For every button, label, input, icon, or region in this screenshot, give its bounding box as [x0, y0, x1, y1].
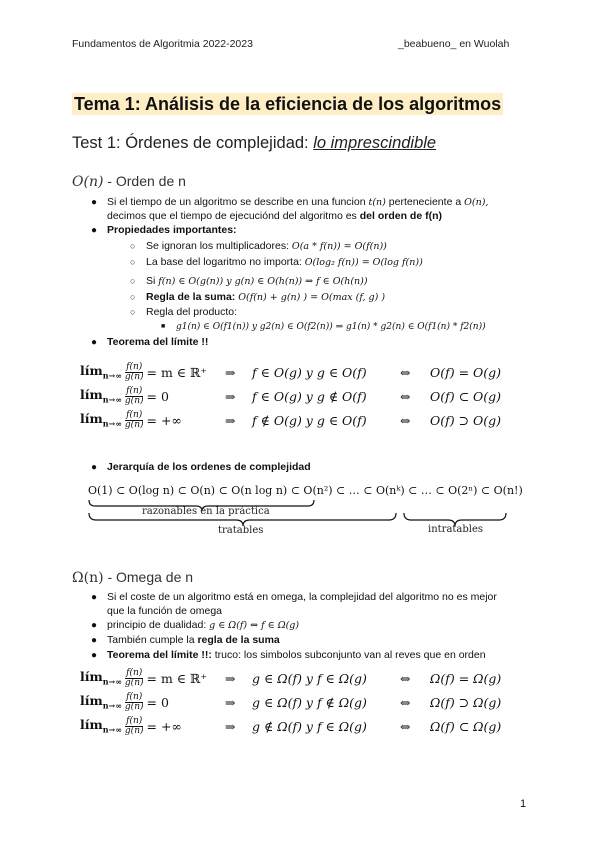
fraction-numerator: f(n) — [126, 715, 143, 726]
section-omega-label: - Omega de n — [103, 569, 194, 585]
text: La base del logaritmo no importa: — [146, 256, 305, 268]
math: g1(n) ∈ O(f1(n)) y g2(n) ∈ O(f2(n)) ⇒ g1(n) * g2(n) ∈ O(f1(n) * f2(n)) — [176, 322, 486, 332]
square-bullet-icon: ■ — [161, 323, 166, 330]
page-title: Tema 1: Análisis de la eficiencia de los algoritmos — [74, 94, 502, 114]
math: t(n) — [368, 197, 386, 208]
omega-limit-row — [80, 715, 502, 737]
lim-subscript: n→∞ — [102, 370, 122, 381]
bold-text: del orden de f(n) — [359, 210, 442, 222]
fraction-denominator: g(n) — [124, 701, 144, 712]
limit-result: Ω(f) = Ω(g) — [430, 670, 502, 686]
lim-text: lím — [80, 387, 103, 403]
lim-subscript: n→∞ — [102, 676, 122, 687]
omega-bullet-2 — [107, 619, 299, 632]
hierarchy-formula: O(1) ⊂ O(log n) ⊂ O(n) ⊂ O(n log n) ⊂ O(n²) ⊂ … ⊂ O(nᵏ) ⊂ … ⊂ O(2ⁿ) ⊂ O(n!) — [88, 484, 523, 497]
bullet-icon: ● — [91, 620, 98, 631]
hierarchy-title: Jerarquía de los ordenes de complejidad — [107, 461, 311, 473]
fraction — [125, 669, 144, 688]
header-left: Fundamentos de Algoritmia 2022-2023 — [72, 38, 253, 50]
section-omega-heading — [72, 569, 193, 586]
iff-symbol: ⇔ — [400, 694, 411, 710]
bullet-icon: ● — [91, 635, 98, 646]
omega-limit-row — [80, 667, 502, 689]
text: principio de dualidad: — [107, 619, 210, 631]
limit-condition: g ∈ Ω(f) y f ∉ Ω(g) — [252, 694, 367, 710]
bold-text: Teorema del límite !!: — [107, 649, 212, 661]
implies-symbol: ⇒ — [225, 694, 236, 710]
limit-value: = m ∈ ℝ⁺ — [146, 670, 208, 686]
circle-bullet-icon: ○ — [130, 307, 136, 317]
limit-result: Ω(f) ⊃ Ω(g) — [430, 694, 502, 710]
section-omega-symbol: Ω(n) — [72, 570, 104, 586]
fraction-denominator: g(n) — [124, 371, 144, 382]
limit-result: Ω(f) ⊂ Ω(g) — [430, 718, 502, 734]
subtitle-prefix: Test 1: Órdenes de complejidad: — [72, 134, 314, 152]
bullet-icon: ● — [91, 225, 98, 236]
math: O(f(n) + g(n) ) = O(max (f, g) ) — [238, 292, 386, 303]
text: decimos que el tiempo de ejecuciónd del algoritmo es — [107, 210, 360, 222]
iff-symbol: ⇔ — [400, 412, 411, 428]
page-number: 1 — [520, 798, 527, 810]
limit-condition: g ∉ Ω(f) y f ∈ Ω(g) — [252, 718, 367, 734]
math: f(n) ∈ O(g(n)) y g(n) ∈ O(h(n)) ⇒ f ∈ O(h(n)) — [158, 276, 368, 287]
lim-text: lím — [80, 693, 103, 709]
math: O(log₂ f(n)) = O(log f(n)) — [304, 257, 423, 268]
bold-text: Regla de la suma: — [146, 291, 239, 303]
fraction — [125, 693, 144, 712]
brace-label-intractable: intratables — [428, 524, 484, 535]
lim-text: lím — [80, 717, 103, 733]
circle-bullet-icon: ○ — [130, 292, 136, 302]
implies-symbol: ⇒ — [225, 388, 236, 404]
header-right: _beabueno_ en Wuolah — [398, 38, 510, 50]
implies-symbol: ⇒ — [225, 364, 236, 380]
bullet-icon: ● — [91, 592, 98, 603]
limit-result: O(f) ⊂ O(g) — [430, 388, 502, 404]
limit-value: = 0 — [146, 694, 169, 710]
implies-symbol: ⇒ — [225, 718, 236, 734]
fraction-denominator: g(n) — [124, 677, 144, 688]
omega-bullet-3 — [107, 634, 280, 647]
lim-subscript: n→∞ — [102, 700, 122, 711]
limit-operator — [80, 669, 122, 687]
iff-symbol: ⇔ — [400, 670, 411, 686]
omega-bullet-1-line-1: Si el coste de un algoritmo está en omega, la complejidad del algoritmo no es mejor — [107, 591, 497, 603]
prop-5: Regla del producto: — [146, 306, 238, 318]
limit-result: O(f) ⊃ O(g) — [430, 412, 502, 428]
text: Si — [146, 275, 159, 287]
text: También cumple la — [107, 634, 198, 646]
bullet-icon: ● — [91, 650, 98, 661]
omega-bullet-1-line-2: que la función de omega — [107, 605, 223, 617]
text: truco: los simbolos subconjunto van al reves que en orden — [211, 649, 486, 661]
lim-subscript: n→∞ — [102, 394, 122, 405]
lim-text: lím — [80, 669, 103, 685]
lim-subscript: n→∞ — [102, 418, 122, 429]
bullet-icon: ● — [91, 197, 98, 208]
iff-symbol: ⇔ — [400, 364, 411, 380]
text: Si el tiempo de un algoritmo se describe en una funcion — [107, 196, 369, 208]
text: Se ignoran los multiplicadores: — [146, 240, 292, 252]
limit-result: O(f) = O(g) — [430, 364, 502, 380]
lim-text: lím — [80, 363, 103, 379]
fraction-denominator: g(n) — [124, 419, 144, 430]
section-o-label: - Orden de n — [103, 173, 186, 189]
limit-value: = 0 — [146, 388, 169, 404]
math: O(a * f(n)) = O(f(n)) — [291, 241, 387, 252]
limit-title: Teorema del límite !! — [107, 336, 209, 348]
implies-symbol: ⇒ — [225, 670, 236, 686]
fraction-numerator: f(n) — [126, 361, 143, 372]
iff-symbol: ⇔ — [400, 388, 411, 404]
limit-operator — [80, 717, 122, 735]
implies-symbol: ⇒ — [225, 412, 236, 428]
brace-label-reasonable: razonables en la práctica — [142, 506, 270, 517]
fraction-numerator: f(n) — [126, 385, 143, 396]
fraction — [125, 717, 144, 736]
fraction-denominator: g(n) — [124, 725, 144, 736]
limit-condition: g ∈ Ω(f) y f ∈ Ω(g) — [252, 670, 367, 686]
math: O(n), — [464, 197, 489, 208]
limit-value: = m ∈ ℝ⁺ — [146, 364, 208, 380]
section-o-symbol: O(n) — [72, 174, 104, 190]
omega-bullet-4 — [107, 649, 486, 662]
math: g ∈ Ω(f) ⇔ f ∈ Ω(g) — [209, 620, 300, 631]
limit-value: = +∞ — [146, 412, 182, 428]
limit-condition: f ∈ O(g) y g ∉ O(f) — [252, 388, 367, 404]
lim-subscript: n→∞ — [102, 724, 122, 735]
text: perteneciente a — [385, 196, 465, 208]
circle-bullet-icon: ○ — [130, 257, 136, 267]
lim-text: lím — [80, 411, 103, 427]
limit-value: = +∞ — [146, 718, 182, 734]
limit-condition: f ∉ O(g) y g ∈ O(f) — [252, 412, 367, 428]
limit-operator — [80, 693, 122, 711]
omega-limit-row — [80, 691, 502, 713]
fraction-numerator: f(n) — [126, 691, 143, 702]
limit-condition: f ∈ O(g) y g ∈ O(f) — [252, 364, 367, 380]
subtitle-emphasis: lo imprescindible — [313, 134, 437, 152]
brace-label-tractable: tratables — [218, 525, 264, 536]
bullet-icon: ● — [91, 337, 98, 348]
fraction-numerator: f(n) — [126, 409, 143, 420]
circle-bullet-icon: ○ — [130, 276, 136, 286]
bold-text: regla de la suma — [197, 634, 280, 646]
circle-bullet-icon: ○ — [130, 241, 136, 251]
props-title: Propiedades importantes: — [107, 224, 237, 236]
fraction-denominator: g(n) — [124, 395, 144, 406]
iff-symbol: ⇔ — [400, 718, 411, 734]
fraction-numerator: f(n) — [126, 667, 143, 678]
bullet-icon: ● — [91, 462, 98, 473]
